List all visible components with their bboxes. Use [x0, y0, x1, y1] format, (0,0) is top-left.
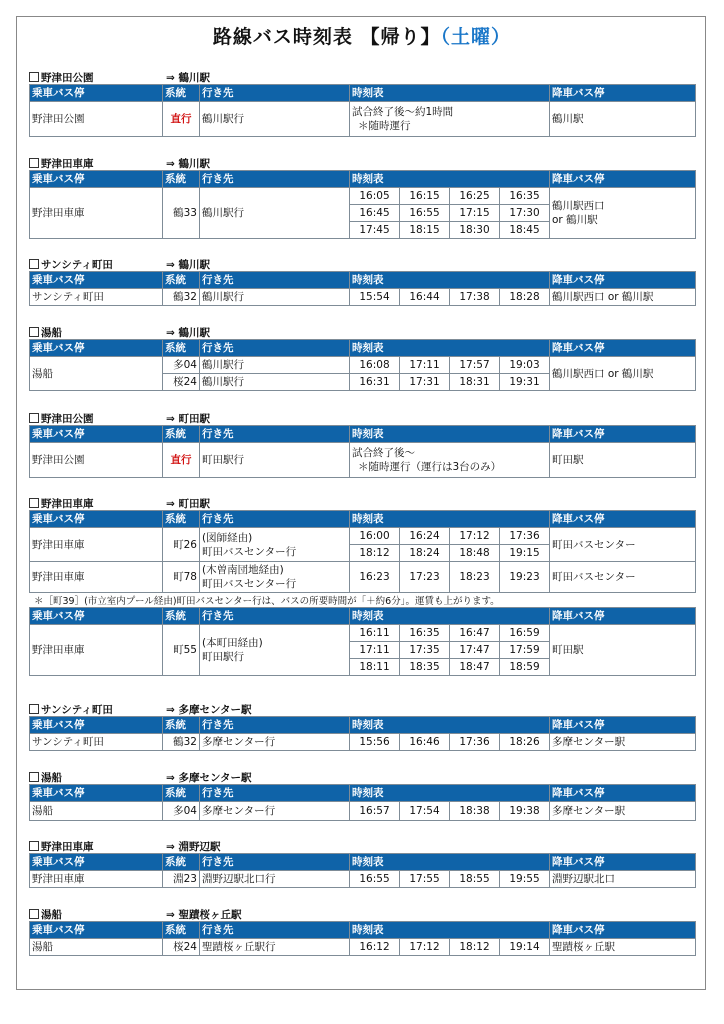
header-row: 乗車バス停 系統 行き先 時刻表 降車バス停: [30, 272, 696, 289]
title-text: 路線バス時刻表 【帰り】: [212, 26, 441, 48]
timetable: [29, 271, 696, 306]
section-4: [29, 325, 695, 391]
header-row: 乗車バス停 系統 行き先 時刻表 降車バス停: [30, 854, 696, 871]
header-row: 乗車バス停 系統 行き先 時刻表 降車バス停: [30, 922, 696, 939]
header-row: 乗車バス停 系統 行き先 時刻表 降車バス停: [30, 717, 696, 734]
timetable: [29, 84, 696, 137]
page-title: [0, 22, 724, 49]
header-row: 乗車バス停 系統 行き先 時刻表 降車バス停: [30, 426, 696, 443]
timetable: [29, 784, 696, 821]
table-row: 野津田車庫 町78 (木曽南団地経由) 町田バスセンター行 16:23 17:23 18:23 19:23 町田バスセンター: [30, 562, 696, 593]
route-heading: 野津田車庫 ⇒ 町田駅: [29, 496, 695, 510]
table-row: サンシティ町田 鶴32 多摩センター行 15:56 16:46 17:36 18:26 多摩センター駅: [30, 734, 696, 751]
section-1: [29, 70, 695, 137]
timetable: [29, 607, 696, 676]
timetable: [29, 921, 696, 956]
header-row: 乗車バス停 系統 行き先 時刻表 降車バス停: [30, 608, 696, 625]
route-heading: サンシティ町田 ⇒ 鶴川駅: [29, 257, 695, 271]
table-row: 湯船 多04 鶴川駅行 16:08 17:11 17:57 19:03 鶴川駅西口 or 鶴川駅: [30, 357, 696, 374]
table-row: 野津田公園 直行 鶴川駅行 試合終了後～約1時間 ＊随時運行 鶴川駅: [30, 102, 696, 137]
header-row: 乗車バス停 系統 行き先 時刻表 降車バス停: [30, 171, 696, 188]
table-row: 18:11 18:35 18:47 18:59: [30, 659, 696, 676]
route-heading: 湯船 ⇒ 多摩センター駅: [29, 770, 695, 784]
section-2: [29, 156, 695, 239]
title-day: （土曜）: [440, 26, 512, 48]
header-row: 乗車バス停 系統 行き先 時刻表 降車バス停: [30, 785, 696, 802]
route-heading: サンシティ町田 ⇒ 多摩センター駅: [29, 702, 695, 716]
header-row: 乗車バス停 系統 行き先 時刻表 降車バス停: [30, 85, 696, 102]
route-note: ＊［町39］(市立室内プール経由)町田バスセンター行は、バスの所要時間が「＋約6分」。運賃も上がります。: [34, 596, 500, 607]
route-heading: 湯船 ⇒ 聖蹟桜ヶ丘駅: [29, 907, 695, 921]
table-row: 17:45 18:15 18:30 18:45: [30, 222, 696, 239]
route-heading: 野津田公園 ⇒ 鶴川駅: [29, 70, 695, 84]
route-heading: 湯船 ⇒ 鶴川駅: [29, 325, 695, 339]
table-row: 野津田公園 直行 町田駅行 試合終了後～ ＊随時運行（運行は3台のみ） 町田駅: [30, 443, 696, 478]
table-row: 野津田車庫 町26 (図師経由) 町田バスセンター行 16:00 16:24 17:12 17:36 町田バスセンター: [30, 528, 696, 545]
table-row: 野津田車庫 鶴33 鶴川駅行 16:05 16:15 16:25 16:35 鶴川駅西口 or 鶴川駅: [30, 188, 696, 205]
section-10: [29, 907, 695, 956]
section-8: [29, 770, 695, 821]
table-row: 18:12 18:24 18:48 19:15: [30, 545, 696, 562]
table-row: 17:11 17:35 17:47 17:59: [30, 642, 696, 659]
route-heading: 野津田車庫 ⇒ 鶴川駅: [29, 156, 695, 170]
timetable: [29, 716, 696, 751]
timetable: [29, 510, 696, 593]
header-row: 乗車バス停 系統 行き先 時刻表 降車バス停: [30, 511, 696, 528]
timetable: [29, 339, 696, 391]
table-row: 湯船 桜24 聖蹟桜ヶ丘駅行 16:12 17:12 18:12 19:14 聖蹟桜ヶ丘駅: [30, 939, 696, 956]
timetable: [29, 425, 696, 478]
route-heading: 野津田公園 ⇒ 町田駅: [29, 411, 695, 425]
table-row: サンシティ町田 鶴32 鶴川駅行 15:54 16:44 17:38 18:28 鶴川駅西口 or 鶴川駅: [30, 289, 696, 306]
table-row: 桜24 鶴川駅行 16:31 17:31 18:31 19:31: [30, 374, 696, 391]
table-row: 野津田車庫 町55 (本町田経由) 町田駅行 16:11 16:35 16:47 16:59 町田駅: [30, 625, 696, 642]
section-6: [29, 496, 695, 676]
section-9: [29, 839, 695, 888]
timetable: [29, 853, 696, 888]
table-row: 湯船 多04 多摩センター行 16:57 17:54 18:38 19:38 多摩センター駅: [30, 802, 696, 821]
section-7: [29, 702, 695, 751]
section-3: [29, 257, 695, 306]
timetable: [29, 170, 696, 239]
header-row: 乗車バス停 系統 行き先 時刻表 降車バス停: [30, 340, 696, 357]
section-5: [29, 411, 695, 478]
table-row: 野津田車庫 淵23 淵野辺駅北口行 16:55 17:55 18:55 19:55 淵野辺駅北口: [30, 871, 696, 888]
table-row: 16:45 16:55 17:15 17:30: [30, 205, 696, 222]
route-heading: 野津田車庫 ⇒ 淵野辺駅: [29, 839, 695, 853]
